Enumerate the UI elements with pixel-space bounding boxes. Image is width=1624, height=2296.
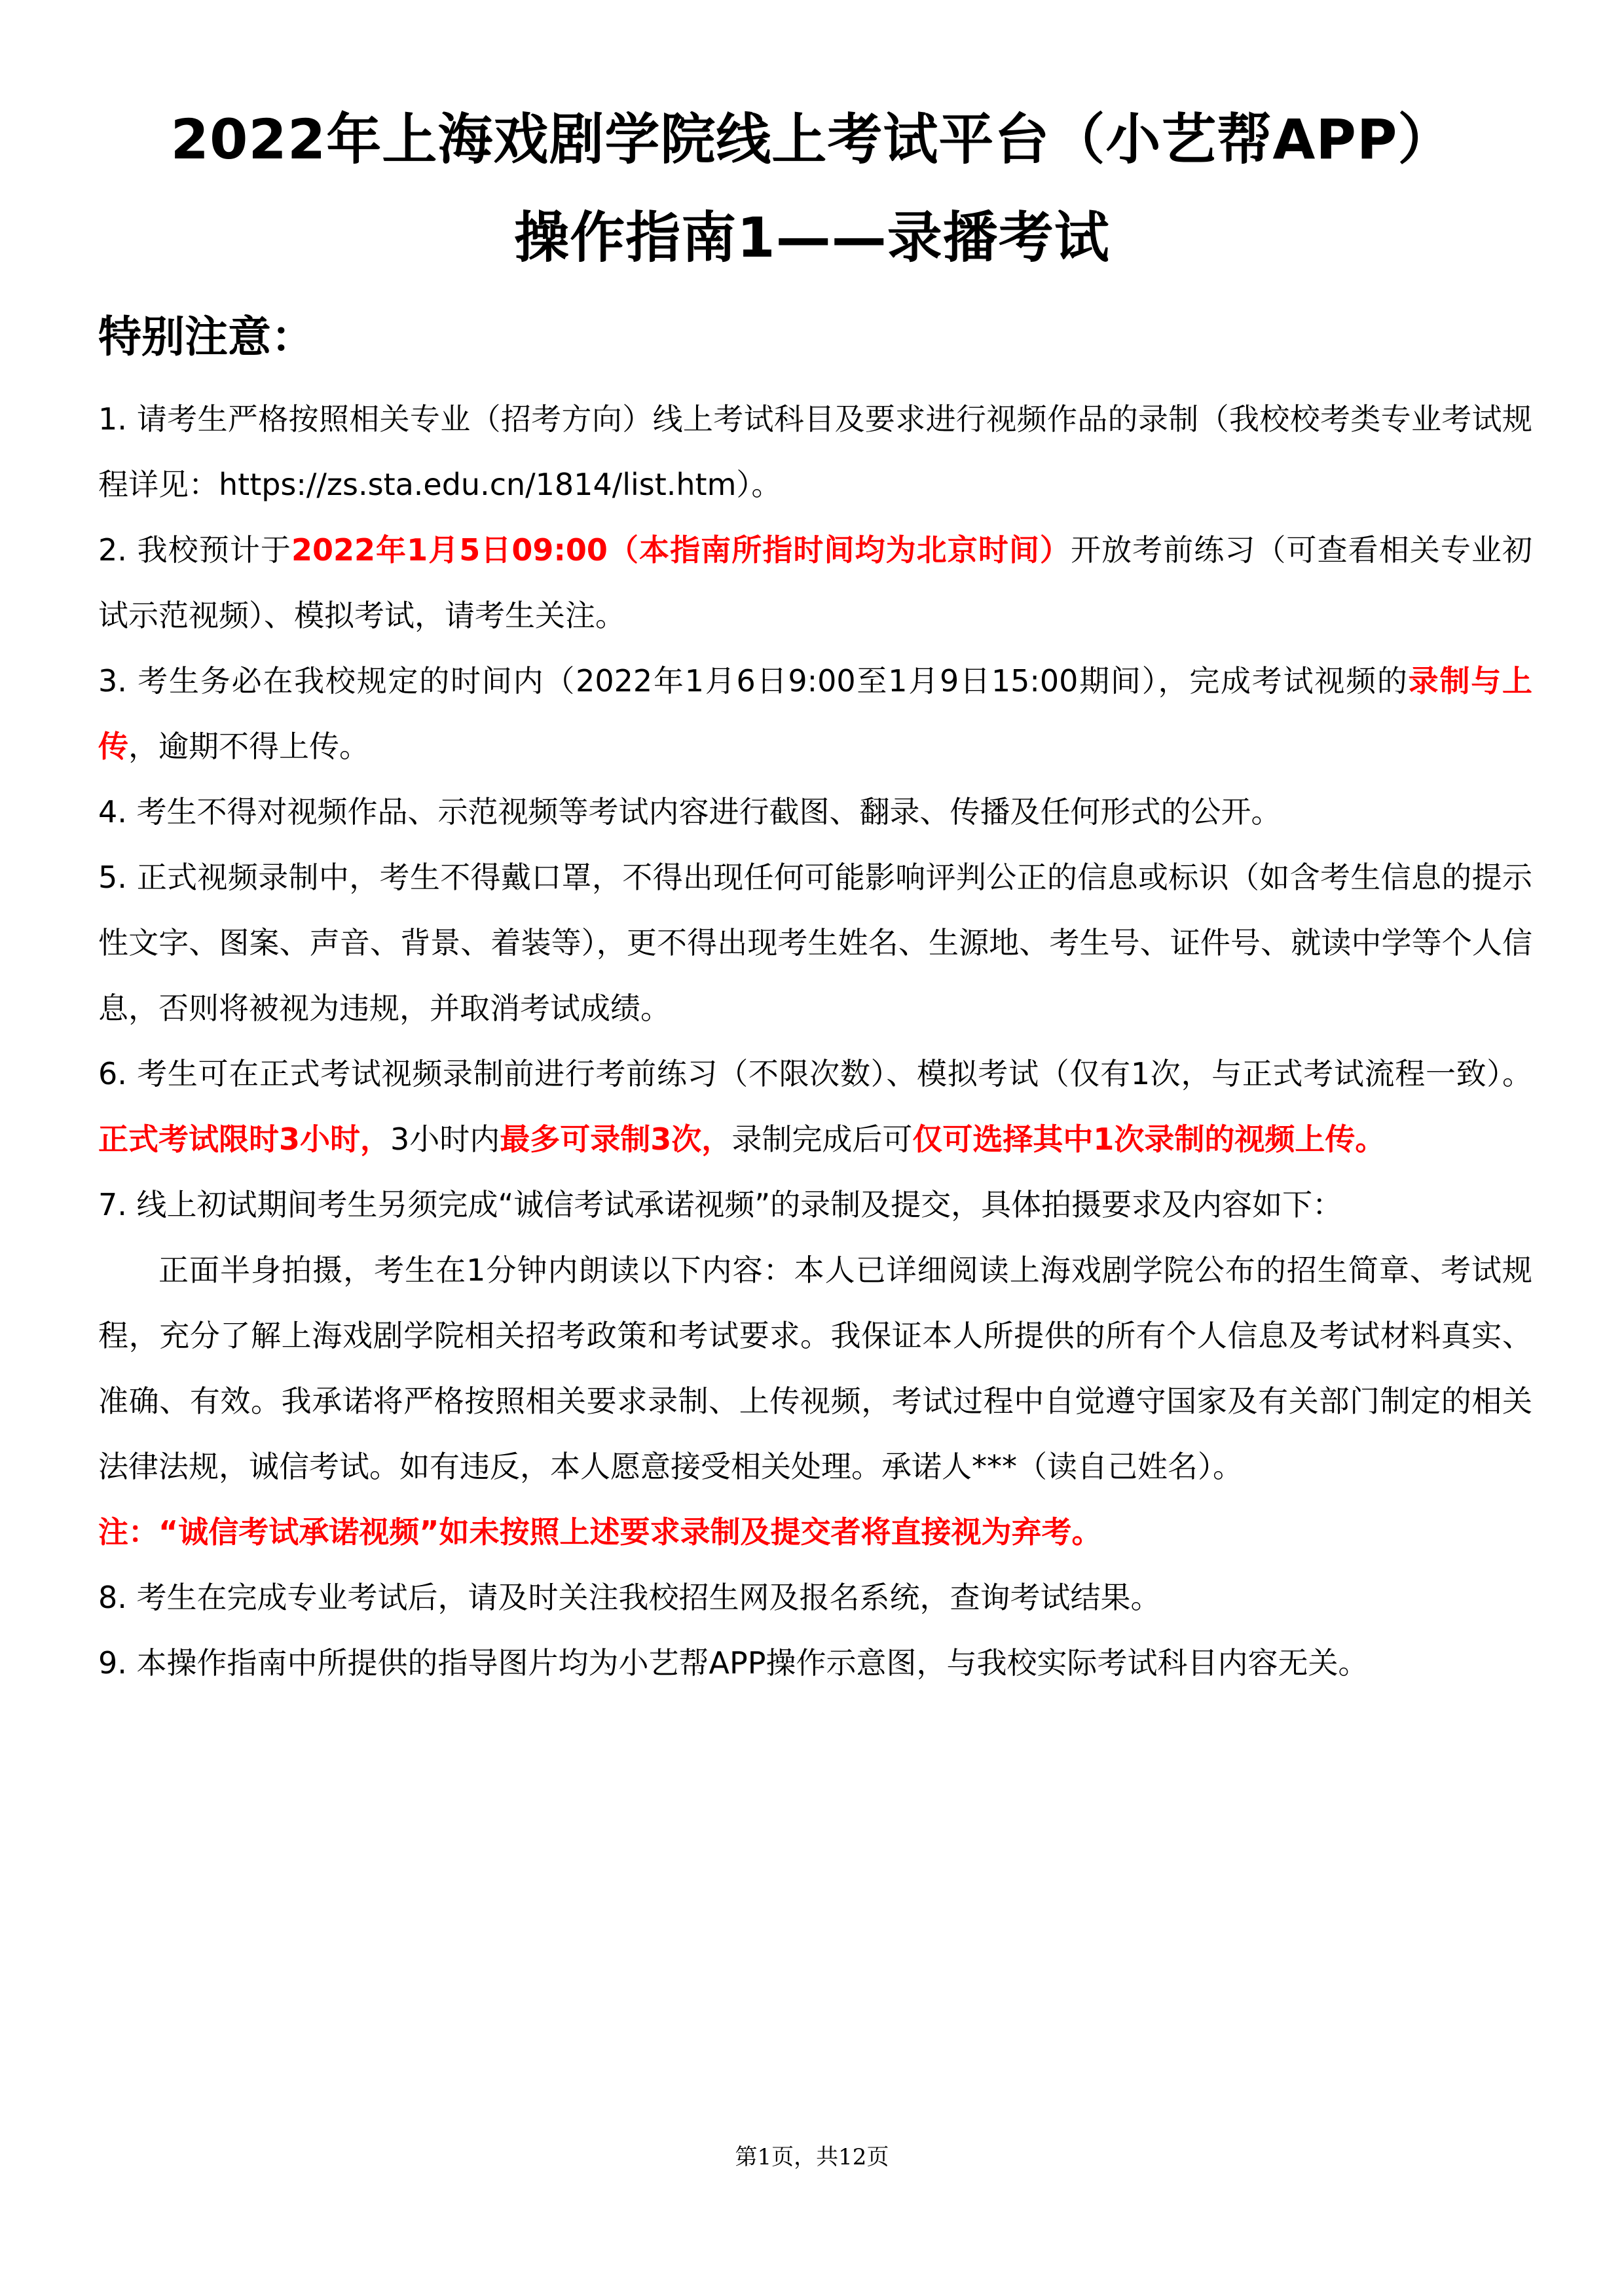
notice-item-3-tail: ，逾期不得上传。 xyxy=(128,729,369,764)
notice-item-8: 8. 考生在完成专业考试后，请及时关注我校招生网及报名系统，查询考试结果。 xyxy=(98,1580,1161,1615)
notice-item-3-lead: 3. 考生务必在我校规定的时间内（2022年1月6日9:00至1月9日15:00期间），完成考试视频的 xyxy=(98,663,1409,699)
notice-item-3-emphasis: 录制与上传 xyxy=(98,663,1532,764)
notice-item-7: 7. 线上初试期间考生另须完成“诚信考试承诺视频”的录制及提交，具体拍摄要求及内容如下： xyxy=(98,1187,1343,1222)
notice-item-2-lead: 2. 我校预计于 xyxy=(98,532,291,568)
integrity-pledge-text: 正面半身拍摄，考生在1分钟内朗读以下内容：本人已详细阅读上海戏剧学院公布的招生简章、考试规程，充分了解上海戏剧学院相关招考政策和考试要求。我保证本人所提供的所有个人信息及考试材料真实、准确、有效。我承诺将严格按照相关要求录制、上传视频，考试过程中自觉遵守国家及有关部门制定的相关法律法规，诚信考试。如有违反，本人愿意接受相关处理。承诺人***（读自己姓名）。 xyxy=(98,1252,1532,1484)
document-title-line-1: 2022年上海戏剧学院线上考试平台（小艺帮APP） xyxy=(170,107,1454,172)
notice-item-6-plain-2: 录制完成后可 xyxy=(731,1121,913,1157)
notice-item-4: 4. 考生不得对视频作品、示范视频等考试内容进行截图、翻录、传播及任何形式的公开。 xyxy=(98,794,1282,829)
notice-item-6 xyxy=(98,1041,1532,1172)
notice-item-9: 9. 本操作指南中所提供的指导图片均为小艺帮APP操作示意图，与我校实际考试科目内容无关。 xyxy=(98,1645,1369,1681)
notice-item-5: 5. 正式视频录制中，考生不得戴口罩，不得出现任何可能影响评判公正的信息或标识（如含考生信息的提示性文字、图案、声音、背景、着装等），更不得出现考生姓名、生源地、考生号、证件号、就读中学等个人信息，否则将被视为违规，并取消考试成绩。 xyxy=(98,860,1532,1026)
integrity-note: 注：“诚信考试承诺视频”如未按照上述要求录制及提交者将直接视为弃考。 xyxy=(98,1514,1102,1550)
notice-item-6-emphasis-3: 仅可选择其中1次录制的视频上传。 xyxy=(912,1121,1386,1157)
notice-item-2 xyxy=(98,517,1532,648)
notice-item-2-tail: 开放考前练习（可查看相关专业初试示范视频）、模拟考试，请考生关注。 xyxy=(98,532,1533,633)
document-title-line-2: 操作指南1——录播考试 xyxy=(514,206,1110,270)
section-heading: 特别注意： xyxy=(98,312,314,362)
notice-item-2-emphasis: 2022年1月5日09:00（本指南所指时间均为北京时间） xyxy=(291,532,1071,568)
notice-item-6-plain-1: 3小时内 xyxy=(390,1121,500,1157)
page-indicator: 第1页，共12页 xyxy=(735,2144,889,2170)
notice-list xyxy=(98,386,1532,1696)
notice-item-3 xyxy=(98,648,1532,779)
notice-item-6-emphasis-1: 正式考试限时3小时， xyxy=(98,1121,391,1157)
notice-item-6-emphasis-2: 最多可录制3次， xyxy=(500,1121,732,1157)
notice-item-6-text: 6. 考生可在正式考试视频录制前进行考前练习（不限次数）、模拟考试（仅有1次，与正式考试流程一致）。 xyxy=(98,1056,1532,1091)
notice-item-1: 1. 请考生严格按照相关专业（招考方向）线上考试科目及要求进行视频作品的录制（我校校考类专业考试规程详见：https://zs.sta.edu.cn/1814/list.htm）。 xyxy=(98,401,1532,502)
